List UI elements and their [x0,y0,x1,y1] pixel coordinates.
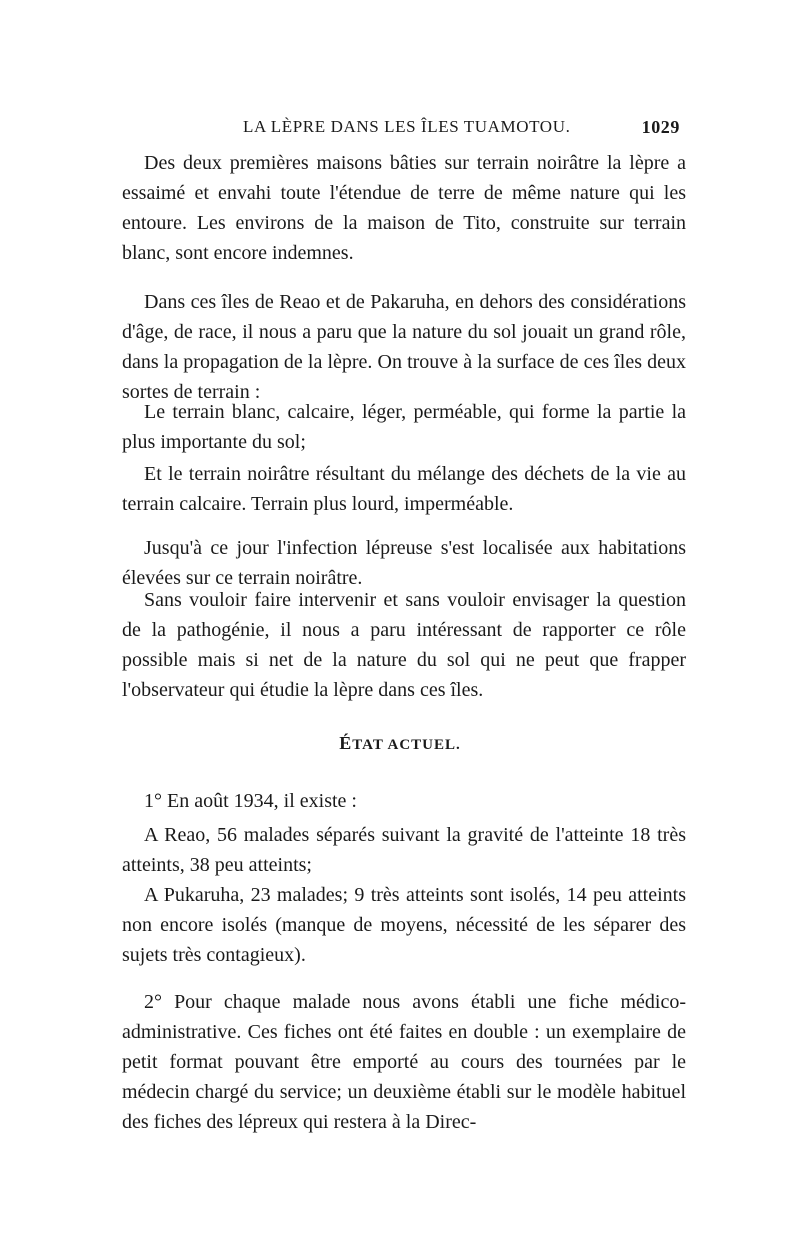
list-item-1-reao [122,820,686,880]
paragraph-text: Des deux premières maisons bâties sur terrain noirâtre la lèpre a essaimé et envahi toute l'étendue de terre de même nature qui les entoure. Les environs de la maison de Tito, construite sur terrain blanc, sont encore indemnes. [122,152,686,264]
paragraph-4 [122,459,686,519]
paragraph-3 [122,397,686,457]
list-item-1-lead [122,786,686,816]
paragraph-text: 2° Pour chaque malade nous avons établi une fiche médico-administrative. Ces fiches ont été faites en double : un exemplaire de petit format pouvant être emporté au cours des tournées par le médecin chargé du service; un deuxième établi sur le modèle habituel des fiches des lépreux qui restera à la Direc- [122,991,686,1133]
running-head [135,117,685,141]
list-item-text: 1° En août 1934, il existe : [144,790,357,812]
paragraph-2 [122,287,686,407]
section-heading-initial: É [339,733,353,753]
list-item-2 [122,987,686,1137]
list-item-1-pukaruha [122,880,686,970]
paragraph-text: Le terrain blanc, calcaire, léger, perméable, qui forme la partie la plus importante du sol; [122,401,686,453]
paragraph-5 [122,533,686,593]
paragraph-1 [122,148,686,268]
section-heading [0,733,800,754]
paragraph-text: Dans ces îles de Reao et de Pakaruha, en dehors des considérations d'âge, de race, il nous a paru que la nature du sol jouait un grand rôle, dans la propagation de la lèpre. On trouve à la surface de ces îles deux sortes de terrain : [122,291,686,403]
paragraph-6 [122,585,686,705]
paragraph-text: Sans vouloir faire intervenir et sans vouloir envisager la question de la pathogénie, il nous a paru intéressant de rapporter ce rôle possible mais si net de la nature du sol qui ne peut que frapper l'observateur qui étudie la lèpre dans ces îles. [122,589,686,701]
paragraph-text: A Pukaruha, 23 malades; 9 très atteints sont isolés, 14 peu atteints non encore isolés (manque de moyens, nécessité de les séparer des sujets très contagieux). [122,884,686,966]
page-number: 1029 [641,117,680,137]
running-head-title: LA LÈPRE DANS LES ÎLES TUAMOTOU. [243,117,571,136]
section-heading-rest: TAT ACTUEL. [352,737,461,753]
paragraph-text: A Reao, 56 malades séparés suivant la gravité de l'atteinte 18 très atteints, 38 peu atteints; [122,824,686,876]
paragraph-text: Et le terrain noirâtre résultant du mélange des déchets de la vie au terrain calcaire. Terrain plus lourd, imperméable. [122,463,686,515]
paragraph-text: Jusqu'à ce jour l'infection lépreuse s'est localisée aux habitations élevées sur ce terrain noirâtre. [122,537,686,589]
